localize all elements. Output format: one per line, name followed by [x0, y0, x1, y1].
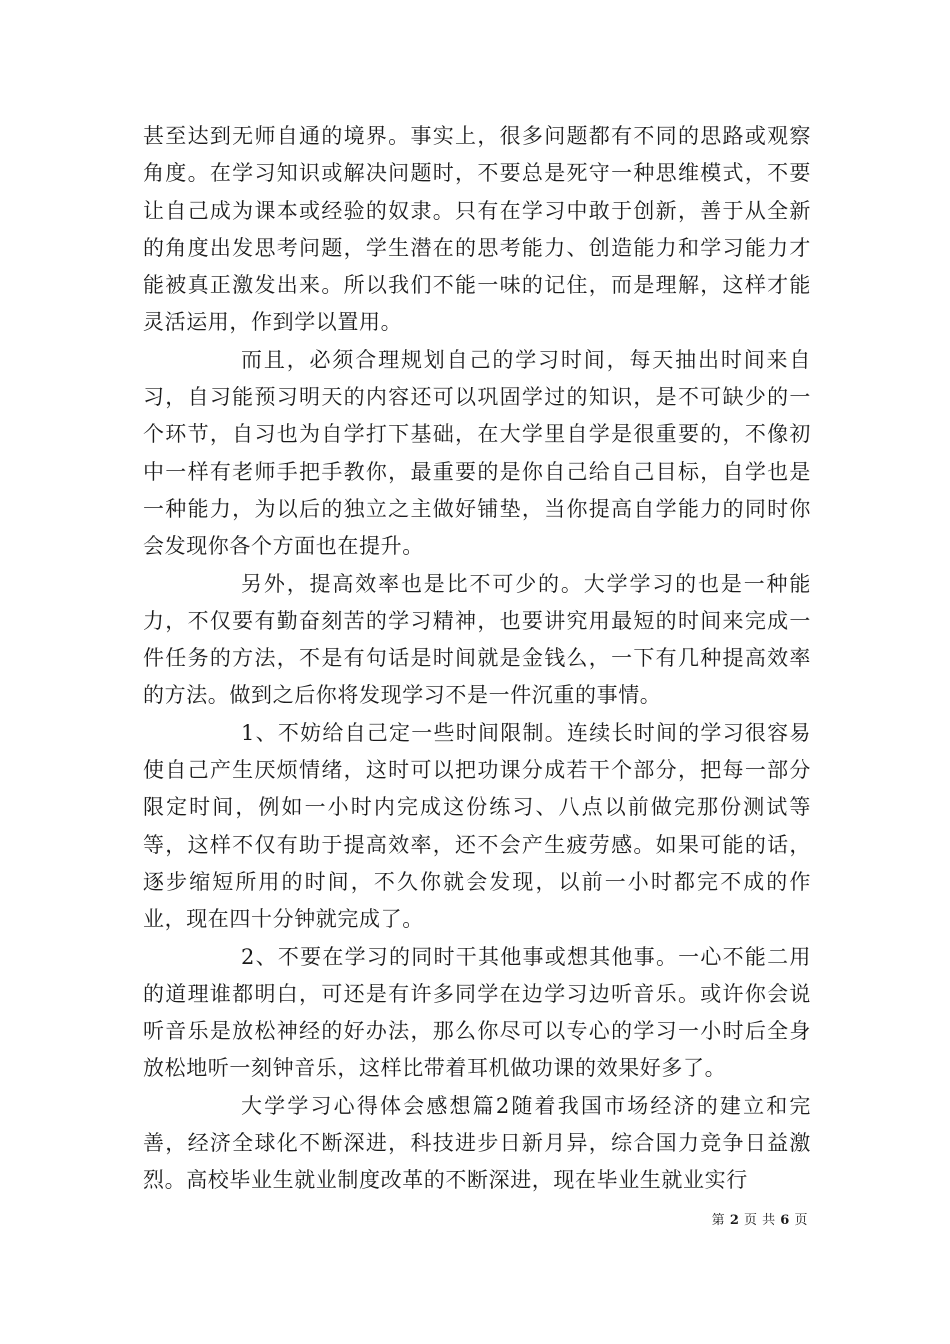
paragraph-6: 大学学习心得体会感想篇2随着我国市场经济的建立和完善，经济全球化不断深进，科技进步日新月异，综合国力竞争日益激烈。高校毕业生就业制度改革的不断深进，现在毕业生就业实行	[143, 1093, 811, 1193]
paragraph-5: 2、不要在学习的同时干其他事或想其他事。一心不能二用的道理谁都明白，可还是有许多同学在边学习边听音乐。或许你会说听音乐是放松神经的好办法，那么你尽可以专心的学习一小时后全身放松地听一刻钟音乐，这样比带着耳机做功课的效果好多了。	[143, 944, 811, 1081]
page-footer	[712, 1209, 808, 1228]
footer-current-page: 2	[729, 1213, 740, 1228]
footer-total-pages: 6	[780, 1213, 790, 1228]
document-body	[143, 118, 811, 1200]
footer-prefix: 第	[711, 1213, 726, 1228]
footer-suffix: 页	[794, 1213, 808, 1228]
paragraph-4: 1、不妨给自己定一些时间限制。连续长时间的学习很容易使自己产生厌烦情绪，这时可以把功课分成若干个部分，把每一部分限定时间，例如一小时内完成这份练习、八点以前做完那份测试等等，这样不仅有助于提高效率，还不会产生疲劳感。如果可能的话，逐步缩短所用的时间，不久你就会发现，以前一小时都完不成的作业，现在四十分钟就完成了。	[143, 720, 811, 932]
footer-middle: 页 共	[744, 1213, 776, 1228]
paragraph-2: 而且，必须合理规划自己的学习时间，每天抽出时间来自习，自习能预习明天的内容还可以巩固学过的知识，是不可缺少的一个环节，自习也为自学打下基础，在大学里自学是很重要的，不像初中一样有老师手把手教你，最重要的是你自己给自己目标，自学也是一种能力，为以后的独立之主做好铺垫，当你提高自学能力的同时你会发现你各个方面也在提升。	[143, 347, 811, 559]
paragraph-1: 甚至达到无师自通的境界。事实上，很多问题都有不同的思路或观察角度。在学习知识或解决问题时，不要总是死守一种思维模式，不要让自己成为课本或经验的奴隶。只有在学习中敢于创新，善于从全新的角度出发思考问题，学生潜在的思考能力、创造能力和学习能力才能被真正激发出来。所以我们不能一味的记住，而是理解，这样才能灵活运用，作到学以置用。	[143, 124, 811, 335]
paragraph-3: 另外，提高效率也是比不可少的。大学学习的也是一种能力，不仅要有勤奋刻苦的学习精神，也要讲究用最短的时间来完成一件任务的方法，不是有句话是时间就是金钱么，一下有几种提高效率的方法。做到之后你将发现学习不是一件沉重的事情。	[143, 571, 811, 708]
